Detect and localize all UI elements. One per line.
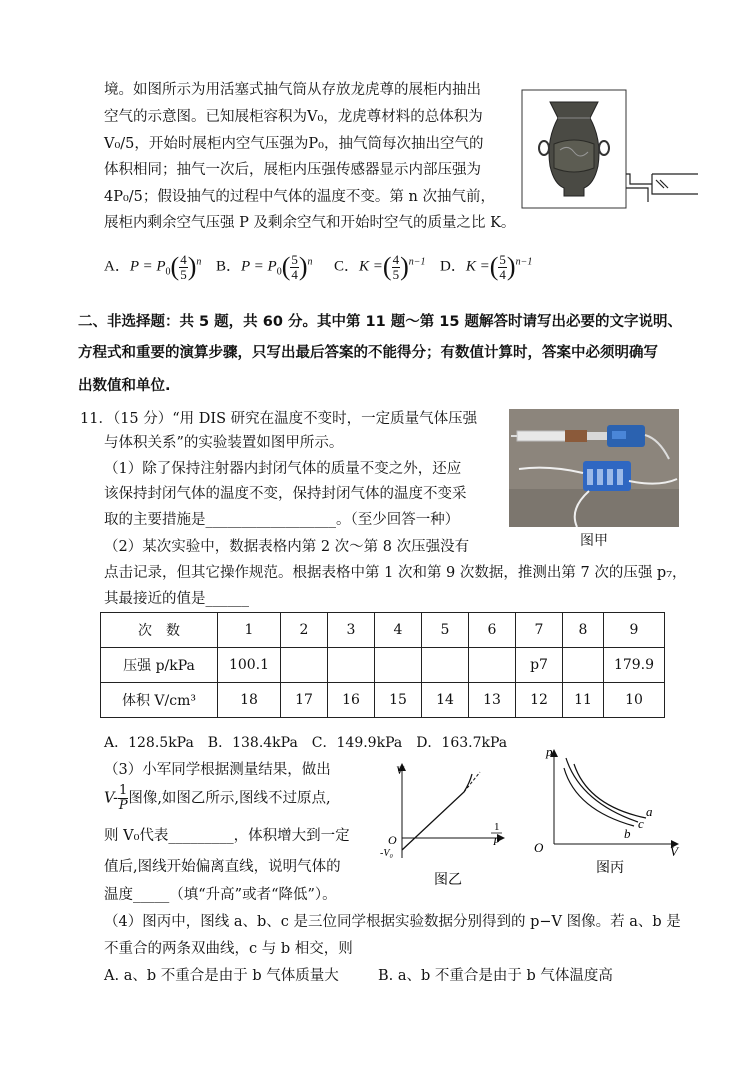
table-cell: 7 (516, 613, 563, 648)
q11-part2-line: （2）某次实验中，数据表格内第 2 次～第 8 次压强没有 (104, 539, 470, 555)
table-cell (281, 648, 328, 683)
q10-option-b[interactable]: B．$P = P_0$( $\frac{5}{4}$ )$^n$ (216, 251, 313, 282)
table-cell: 2 (281, 613, 328, 648)
fig-jia-caption: 图甲 (580, 533, 608, 549)
table-cell: 18 (218, 683, 281, 718)
q10-line: 体积相同；抽气一次后，展柜内压强传感器显示内部压强为 (104, 162, 481, 178)
q10-line: 展柜内剩余空气压强 P 及剩余空气和开始时空气的质量之比 K。 (104, 215, 516, 231)
table-cell: 3 (328, 613, 375, 648)
intercept-label: -V₀ (380, 848, 393, 859)
origin-label: O (388, 833, 397, 847)
q11-part3-line: V- $\frac{1}{P}$图像,如图乙所示,图线不过原点, (104, 783, 331, 813)
fig-yi-graph (372, 758, 512, 888)
origin-label: O (534, 840, 544, 855)
curve-label-c: c (638, 816, 644, 831)
table-cell: 体积 V/cm³ (101, 683, 218, 718)
q11-intro-line: 与体积关系”的实验装置如图甲所示。 (104, 435, 344, 451)
vessel-pump-figure (520, 88, 700, 213)
q11-part2-line: 点击记录，但其它操作规范。根据表格中第 1 次和第 9 次数据，推测出第 7 次的压强 p₇， (104, 565, 687, 581)
q11-part4-choice-b[interactable]: B. a、b 不重合是由于 b 气体温度高 (378, 968, 613, 984)
q11-part1-line: 该保持封闭气体的温度不变，保持封闭气体的温度不变采 (104, 486, 467, 502)
table-cell: 179.9 (604, 648, 665, 683)
q11-part3-line: （3）小军同学根据测量结果，做出 (104, 762, 331, 778)
table-cell (328, 648, 375, 683)
table-row-header (101, 613, 665, 648)
pump-pipe-icon (626, 174, 698, 202)
q11-part4-line: 不重合的两条双曲线，c 与 b 相交，则 (104, 941, 353, 957)
table-cell: 100.1 (218, 648, 281, 683)
table-cell: 14 (422, 683, 469, 718)
y-label: p (546, 744, 553, 759)
table-cell: p7 (516, 648, 563, 683)
x-label-num: 1 (494, 821, 500, 833)
pressure-volume-table (100, 612, 665, 718)
table-cell (563, 648, 604, 683)
section-2-line: 二、非选择题：共 5 题，共 60 分。其中第 11 题～第 15 题解答时请写出必要的文字说明、 (78, 314, 683, 330)
table-cell: 11 (563, 683, 604, 718)
q11-part4-choice-a[interactable]: A. a、b 不重合是由于 b 气体质量大 (104, 968, 339, 984)
section-2-line: 出数值和单位. (78, 378, 171, 394)
fig-yi-caption: 图乙 (434, 872, 462, 888)
fig-bing-graph (530, 744, 690, 876)
table-cell (469, 648, 516, 683)
q10-line: 境。如图所示为用活塞式抽气筒从存放龙虎尊的展柜内抽出 (104, 82, 481, 98)
table-cell: 13 (469, 683, 516, 718)
q11-intro-line: 11．（15 分）“用 DIS 研究在温度不变时，一定质量气体压强 (80, 411, 478, 427)
q11-part2-line: 其最接近的值是______ (104, 591, 249, 607)
q11-part4-line: （4）图丙中，图线 a、b、c 是三位同学根据实验数据分别得到的 p−V 图像。若 a、b 是 (104, 914, 681, 930)
q11-part1-line: 取的主要措施是__________________。（至少回答一种） (104, 512, 460, 528)
table-cell: 17 (281, 683, 328, 718)
curve-label-b: b (624, 826, 631, 841)
section-2-line: 方程式和重要的演算步骤，只写出最后答案的不能得分；有数值计算时，答案中必须明确写 (78, 345, 658, 361)
table-cell: 12 (516, 683, 563, 718)
x-label-den: P (493, 836, 500, 848)
v-inverse-p-line (402, 774, 472, 850)
table-cell: 10 (604, 683, 665, 718)
curve-label-a: a (646, 804, 653, 819)
q11-part2-choices[interactable]: A．128.5kPa B．138.4kPa C．149.9kPa D．163.7kPa (104, 735, 508, 751)
table-cell: 次 数 (101, 613, 218, 648)
q11-part3-line: 则 V₀代表_________，体积增大到一定 (104, 828, 350, 844)
dis-apparatus-photo (509, 409, 679, 527)
q10-option-d[interactable]: D．K =( $\frac{5}{4}$ )$^{n-1}$ (440, 251, 533, 282)
table-cell: 1 (218, 613, 281, 648)
table-cell: 5 (422, 613, 469, 648)
fig-bing-caption: 图丙 (596, 860, 624, 876)
q10-line: 空气的示意图。已知展柜容积为V₀，龙虎尊材料的总体积为 (104, 109, 483, 125)
q11-part1-line: （1）除了保持注射器内封闭气体的质量不变之外，还应 (104, 461, 462, 477)
q10-option-c[interactable]: C．K =( $\frac{4}{5}$ )$^{n-1}$ (334, 251, 426, 282)
x-label: V (670, 844, 678, 859)
q11-part3-line: 值后,图线开始偏离直线，说明气体的 (104, 859, 341, 875)
q10-line: V₀/5，开始时展柜内空气压强为P₀，抽气筒每次抽出空气的 (104, 136, 484, 152)
table-cell: 压强 p/kPa (101, 648, 218, 683)
q10-option-a[interactable]: A．$P = P_0$( $\frac{4}{5}$ )$^n$ (104, 251, 202, 282)
table-cell (422, 648, 469, 683)
table-cell: 16 (328, 683, 375, 718)
table-cell: 4 (375, 613, 422, 648)
q11-part3-line: 温度_____（填“升高”或者“降低”）。 (104, 887, 337, 903)
table-cell: 9 (604, 613, 665, 648)
table-row-volume (101, 683, 665, 718)
table-row-pressure (101, 648, 665, 683)
table-cell (375, 648, 422, 683)
table-cell: 6 (469, 613, 516, 648)
q10-line: 4P₀/5；假设抽气的过程中气体的温度不变。第 n 次抽气前， (104, 189, 495, 205)
y-label: V (396, 763, 404, 777)
table-cell: 8 (563, 613, 604, 648)
table-cell: 15 (375, 683, 422, 718)
